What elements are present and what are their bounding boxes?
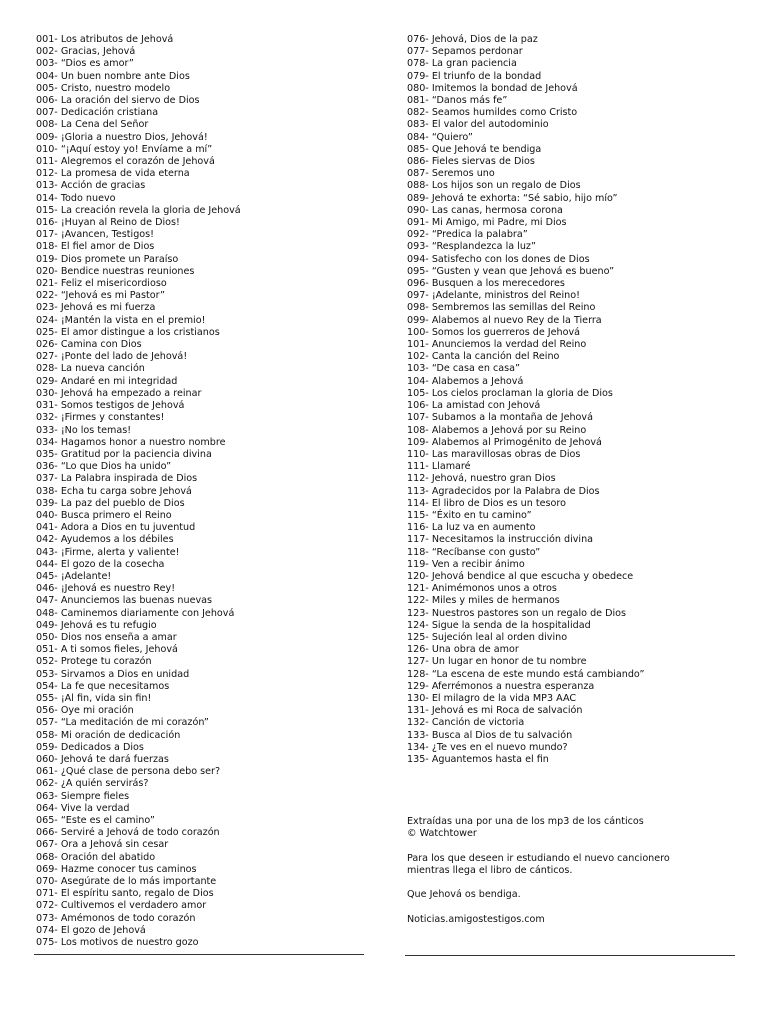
song-entry: 099- Alabemos al nuevo Rey de la Tierra [407,314,602,326]
song-entry: 010- “¡Aquí estoy yo! Envíame a mí” [36,143,213,155]
song-entry: 107- Subamos a la montaña de Jehová [407,412,593,424]
song-entry: 046- ¡Jehová es nuestro Rey! [36,583,176,595]
song-entry: 094- Satisfecho con los dones de Dios [407,253,590,265]
song-entry: 049- Jehová es tu refugio [36,619,157,631]
song-entry: 074- El gozo de Jehová [36,924,146,936]
song-entry: 009- ¡Gloria a nuestro Dios, Jehová! [36,131,208,143]
song-entry: 121- Animémonos unos a otros [407,583,557,595]
song-entry: 119- Ven a recibir ánimo [407,558,525,570]
blessing-note: Que Jehová os bendiga. [407,889,521,901]
song-entry: 056- Oye mi oración [36,705,134,717]
song-entry: 086- Fieles siervas de Dios [407,156,535,168]
song-entry: 098- Sembremos las semillas del Reino [407,302,596,314]
song-entry: 007- Dedicación cristiana [36,107,159,119]
song-entry: 041- Adora a Dios en tu juventud [36,522,196,534]
song-entry: 031- Somos testigos de Jehová [36,400,185,412]
song-entry: 108- Alabemos a Jehová por su Reino [407,424,587,436]
song-entry: 022- “Jehová es mi Pastor” [36,290,165,302]
song-entry: 065- “Este es el camino” [36,815,155,826]
song-entry: 048- Caminemos diariamente con Jehová [36,607,235,619]
song-entry: 095- “Gusten y vean que Jehová es bueno” [407,265,615,277]
song-entry: 047- Anunciemos las buenas nuevas [36,595,213,607]
song-entry: 002- Gracias, Jehová [36,46,136,58]
song-entry: 112- Jehová, nuestro gran Dios [407,473,556,485]
song-entry: 087- Seremos uno [407,168,495,180]
song-entry: 133- Busca al Dios de tu salvación [407,729,573,741]
song-entry: 020- Bendice nuestras reuniones [36,265,195,277]
song-entry: 079- El triunfo de la bondad [407,70,542,82]
song-entry: 057- “La meditación de mi corazón” [36,717,209,729]
song-entry: 114- El libro de Dios es un tesoro [407,497,566,509]
song-entry: 076- Jehová, Dios de la paz [407,34,538,45]
song-entry: 089- Jehová te exhorta: “Sé sabio, hijo mío” [407,192,618,204]
song-entry: 102- Canta la canción del Reino [407,351,560,363]
song-entry: 122- Miles y miles de hermanos [407,595,560,607]
song-entry: 097- ¡Adelante, ministros del Reino! [407,290,580,302]
song-entry: 118- “Recíbanse con gusto” [407,546,541,558]
song-entry: 067- Ora a Jehová sin cesar [36,839,169,851]
song-entry: 062- ¿A quién servirás? [36,778,149,790]
song-entry: 059- Dedicados a Dios [36,741,144,753]
song-entry: 080- Imitemos la bondad de Jehová [407,82,578,94]
song-entry: 082- Seamos humildes como Cristo [407,107,578,119]
song-entry: 115- “Éxito en tu camino” [407,509,532,521]
song-entry: 131- Jehová es mi Roca de salvación [407,705,583,717]
song-entry: 019- Dios promete un Paraíso [36,253,179,265]
song-entry: 026- Camina con Dios [36,339,142,351]
song-entry: 083- El valor del autodominio [407,119,549,131]
song-entry: 054- La fe que necesitamos [36,680,170,692]
song-entry: 093- “Resplandezca la luz” [407,241,536,253]
song-entry: 078- La gran paciencia [407,58,517,70]
song-entry: 085- Que Jehová te bendiga [407,143,542,155]
song-entry: 044- El gozo de la cosecha [36,558,165,570]
source-note: Extraídas una por una de los mp3 de los cánticos © Watchtower [407,816,644,840]
song-entry: 129- Aferrémonos a nuestra esperanza [407,680,595,692]
song-entry: 116- La luz va en aumento [407,522,536,534]
song-entry: 064- Vive la verdad [36,802,130,814]
notes-block [407,816,737,938]
song-entry: 008- La Cena del Señor [36,119,149,131]
song-entry: 091- Mi Amigo, mi Padre, mi Dios [407,217,567,229]
song-entry: 125- Sujeción leal al orden divino [407,631,568,643]
song-entry: 028- La nueva canción [36,363,145,375]
song-entry: 096- Busquen a los merecedores [407,278,565,290]
left-divider-line [34,954,364,955]
song-entry: 068- Oración del abatido [36,851,156,863]
song-entry: 127- Un lugar en honor de tu nombre [407,656,587,668]
song-entry: 035- Gratitud por la paciencia divina [36,448,212,460]
song-entry: 013- Acción de gracias [36,180,146,192]
song-entry: 103- “De casa en casa” [407,363,520,375]
song-entry: 030- Jehová ha empezado a reinar [36,387,202,399]
song-entry: 106- La amistad con Jehová [407,400,541,412]
song-entry: 123- Nuestros pastores son un regalo de Dios [407,607,627,619]
song-entry: 011- Alegremos el corazón de Jehová [36,156,215,168]
song-entry: 014- Todo nuevo [36,192,116,204]
song-entry: 042- Ayudemos a los débiles [36,534,174,546]
song-entry: 070- Asegúrate de lo más importante [36,876,217,888]
song-entry: 134- ¿Te ves en el nuevo mundo? [407,741,568,753]
song-entry: 036- “Lo que Dios ha unido” [36,461,172,473]
song-entry: 021- Feliz el misericordioso [36,278,167,290]
song-entry: 052- Protege tu corazón [36,656,152,668]
song-entry: 016- ¡Huyan al Reino de Dios! [36,217,180,229]
song-entry: 104- Alabemos a Jehová [407,375,524,387]
song-entry: 018- El fiel amor de Dios [36,241,155,253]
song-entry: 029- Andaré en mi integridad [36,375,178,387]
song-entry: 072- Cultivemos el verdadero amor [36,900,207,912]
song-entry: 109- Alabemos al Primogénito de Jehová [407,436,602,448]
song-entry: 081- “Danos más fe” [407,95,508,107]
song-entry: 090- Las canas, hermosa corona [407,204,563,216]
song-entry: 077- Sepamos perdonar [407,46,523,58]
song-entry: 113- Agradecidos por la Palabra de Dios [407,485,600,497]
song-entry: 101- Anunciemos la verdad del Reino [407,339,587,351]
song-entry: 040- Busca primero el Reino [36,509,172,521]
song-entry: 051- A ti somos fieles, Jehová [36,644,178,656]
song-entry: 105- Los cielos proclaman la gloria de Dios [407,387,613,399]
song-entry: 004- Un buen nombre ante Dios [36,70,190,82]
song-entry: 088- Los hijos son un regalo de Dios [407,180,581,192]
song-entry: 066- Serviré a Jehová de todo corazón [36,827,220,839]
song-entry: 073- Amémonos de todo corazón [36,912,196,924]
song-entry: 003- “Dios es amor” [36,58,134,70]
song-entry: 017- ¡Avancen, Testigos! [36,229,155,241]
song-entry: 015- La creación revela la gloria de Jehová [36,204,241,216]
song-entry: 055- ¡Al fin, vida sin fin! [36,692,152,704]
song-entry: 027- ¡Ponte del lado de Jehová! [36,351,188,363]
song-entry: 037- La Palabra inspirada de Dios [36,473,198,485]
song-entry: 001- Los atributos de Jehová [36,34,174,45]
song-entry: 120- Jehová bendice al que escucha y obedece [407,570,634,582]
song-entry: 023- Jehová es mi fuerza [36,302,156,314]
song-entry: 039- La paz del pueblo de Dios [36,497,185,509]
song-entry: 130- El milagro de la vida MP3 AAC [407,692,577,704]
song-entry: 060- Jehová te dará fuerzas [36,753,169,765]
song-entry: 100- Somos los guerreros de Jehová [407,326,581,338]
song-entry: 128- “La escena de este mundo está cambiando” [407,668,645,680]
song-entry: 024- ¡Mantén la vista en el premio! [36,314,206,326]
song-entry: 006- La oración del siervo de Dios [36,95,200,107]
website-note: Noticias.amigostestigos.com [407,913,545,925]
song-entry: 058- Mi oración de dedicación [36,729,181,741]
song-entry: 038- Echa tu carga sobre Jehová [36,485,192,497]
song-entry: 063- Siempre fieles [36,790,130,802]
study-note: Para los que deseen ir estudiando el nuevo cancionero mientras llega el libro de cánticos. [407,852,670,876]
song-entry: 084- “Quiero” [407,131,473,143]
song-entry: 061- ¿Qué clase de persona debo ser? [36,766,221,778]
song-entry: 043- ¡Firme, alerta y valiente! [36,546,180,558]
song-list-left [36,34,364,949]
song-entry: 033- ¡No los temas! [36,424,132,436]
song-entry: 012- La promesa de vida eterna [36,168,190,180]
song-entry: 071- El espíritu santo, regalo de Dios [36,888,214,900]
song-entry: 132- Canción de victoria [407,717,525,729]
song-entry: 135- Aguantemos hasta el fin [407,753,549,765]
song-entry: 124- Sigue la senda de la hospitalidad [407,619,591,631]
song-entry: 025- El amor distingue a los cristianos [36,326,220,338]
song-entry: 034- Hagamos honor a nuestro nombre [36,436,226,448]
song-entry: 045- ¡Adelante! [36,570,112,582]
song-entry: 110- Las maravillosas obras de Dios [407,448,581,460]
song-entry: 053- Sirvamos a Dios en unidad [36,668,190,680]
song-entry: 069- Hazme conocer tus caminos [36,863,197,875]
song-entry: 117- Necesitamos la instrucción divina [407,534,594,546]
right-divider-line [405,955,735,956]
song-list-right [407,34,737,766]
song-entry: 032- ¡Firmes y constantes! [36,412,165,424]
song-entry: 111- Llamaré [407,461,471,473]
song-entry: 075- Los motivos de nuestro gozo [36,937,199,949]
song-entry: 005- Cristo, nuestro modelo [36,82,171,94]
song-entry: 092- “Predica la palabra” [407,229,528,241]
song-entry: 050- Dios nos enseña a amar [36,631,177,643]
song-entry: 126- Una obra de amor [407,644,519,656]
